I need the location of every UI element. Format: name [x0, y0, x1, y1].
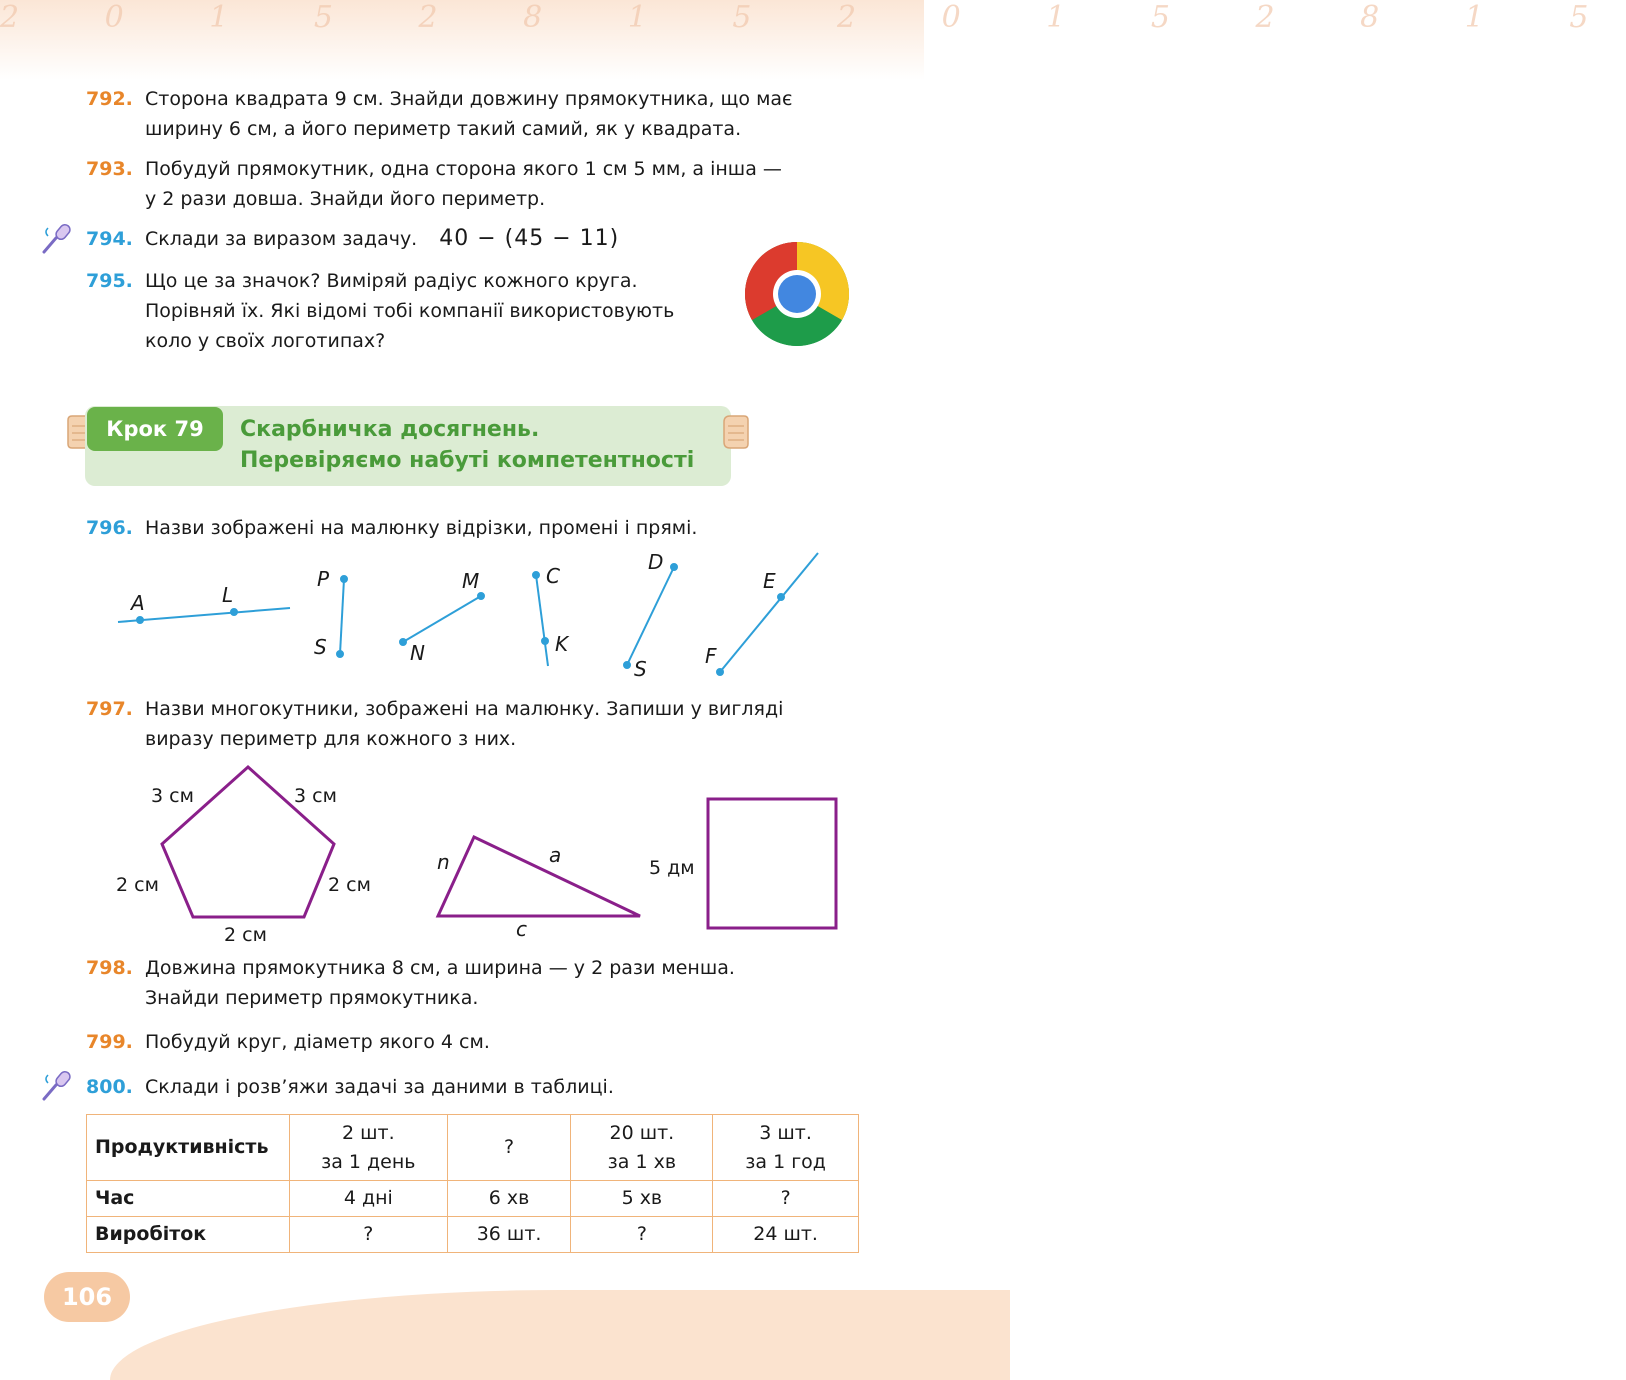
task-text: Побудуй прямокутник, одна сторона якого 1 см 5 мм, а інша — у 2 рази довша. Знайди його периметр.: [145, 158, 782, 210]
pentagon-side-4: 2 см: [328, 874, 371, 896]
data-table: [86, 1114, 859, 1253]
triangle-side-n: n: [437, 850, 450, 874]
task-text: Склади за виразом задачу. 40 − (45 − 11): [145, 226, 620, 251]
table-cell: 5 хв: [571, 1181, 713, 1217]
row-header: Виробіток: [87, 1217, 290, 1253]
task-number: 793.: [86, 158, 133, 180]
segment-mn: [403, 596, 481, 642]
pentagon-side-1: 3 см: [151, 785, 194, 807]
point-a: [137, 617, 143, 623]
pentagon-side-2: 3 см: [294, 785, 337, 807]
label-l: L: [222, 583, 234, 607]
table-cell: 4 дні: [289, 1181, 447, 1217]
segment-ps: [340, 579, 344, 654]
microphone-icon: [40, 1069, 74, 1103]
pentagon-side-5: 2 см: [224, 924, 267, 946]
task-number: 795.: [86, 270, 133, 292]
point-d: [671, 564, 677, 570]
krok-label: Крок 79: [87, 407, 223, 451]
task-text: Сторона квадрата 9 см. Знайди довжину прямокутника, що має ширину 6 см, а його периметр такий самий, як у квадрата.: [145, 88, 793, 140]
table-cell: 2 шт. за 1 день: [289, 1115, 447, 1181]
task-text: Побудуй круг, діаметр якого 4 см.: [145, 1031, 490, 1053]
point-n: [400, 639, 406, 645]
point-e: [778, 594, 784, 600]
task-number: 792.: [86, 88, 133, 110]
task-text: Довжина прямокутника 8 см, а ширина — у 2 рази менша. Знайди периметр прямокутника.: [145, 957, 735, 1009]
pentagon-side-3: 2 см: [116, 874, 159, 896]
table-cell: 24 шт.: [713, 1217, 859, 1253]
label-c: C: [546, 564, 560, 588]
label-e: E: [763, 569, 776, 593]
point-p: [341, 576, 347, 582]
table-cell: ?: [447, 1115, 571, 1181]
square: [708, 799, 836, 928]
segment-ds: [627, 567, 674, 665]
krok-title: Скарбничка досягнень. Перевіряємо набуті компетентності: [240, 417, 695, 473]
task-text: Склади і розв’яжи задачі за даними в таблиці.: [145, 1076, 614, 1098]
polygons: [162, 767, 836, 928]
square-side: 5 дм: [649, 857, 695, 879]
table-row: [87, 1181, 859, 1217]
label-n: N: [410, 641, 425, 665]
task-text: Що це за значок? Виміряй радіус кожного круга. Порівняй їх. Які відомі тобі компанії використовують коло у своїх логотипах?: [145, 270, 675, 352]
label-m: M: [462, 569, 480, 593]
table-cell: 36 шт.: [447, 1217, 571, 1253]
task-number: 797.: [86, 698, 133, 720]
task-number: 796.: [86, 517, 133, 539]
page-number: 106: [44, 1272, 130, 1322]
task-number: 799.: [86, 1031, 133, 1053]
label-p: P: [317, 567, 330, 591]
point-k: [542, 638, 548, 644]
triangle-side-c: c: [516, 917, 527, 941]
point-labels: [129, 550, 776, 681]
point-s1: [337, 651, 343, 657]
point-s2: [624, 662, 630, 668]
task-text: Назви зображені на малюнку відрізки, промені і прямі.: [145, 517, 698, 539]
triangle: [438, 837, 640, 916]
label-s: S: [314, 635, 327, 659]
task-number: 798.: [86, 957, 133, 979]
point-m: [478, 593, 484, 599]
table-row: [87, 1217, 859, 1253]
expression: 40 − (45 − 11): [439, 226, 620, 251]
table-cell: 3 шт. за 1 год: [713, 1115, 859, 1181]
table-cell: ?: [289, 1217, 447, 1253]
label-s2: S: [634, 657, 647, 681]
table-cell: ?: [571, 1217, 713, 1253]
table-cell: 6 хв: [447, 1181, 571, 1217]
table-row: [87, 1115, 859, 1181]
task-text: Назви многокутники, зображені на малюнку. Запиши у вигляді виразу периметр для кожного з них.: [145, 698, 784, 750]
ray-ck: [536, 575, 548, 666]
row-header: Продуктивність: [87, 1115, 290, 1181]
point-l: [231, 609, 237, 615]
label-a: A: [131, 591, 145, 615]
label-f: F: [705, 644, 717, 668]
label-d: D: [648, 550, 664, 574]
table-cell: 20 шт. за 1 хв: [571, 1115, 713, 1181]
point-f: [717, 669, 723, 675]
triangle-side-a: a: [549, 843, 562, 867]
point-c: [533, 572, 539, 578]
label-k: K: [555, 632, 569, 656]
task-number: 800.: [86, 1076, 133, 1098]
decorative-digits: 2 0 1 5 2 8 1 5 2 0 1 5 2 8 1 5: [0, 0, 1626, 35]
task-number: 794.: [86, 228, 133, 250]
row-header: Час: [87, 1181, 290, 1217]
table-cell: ?: [713, 1181, 859, 1217]
